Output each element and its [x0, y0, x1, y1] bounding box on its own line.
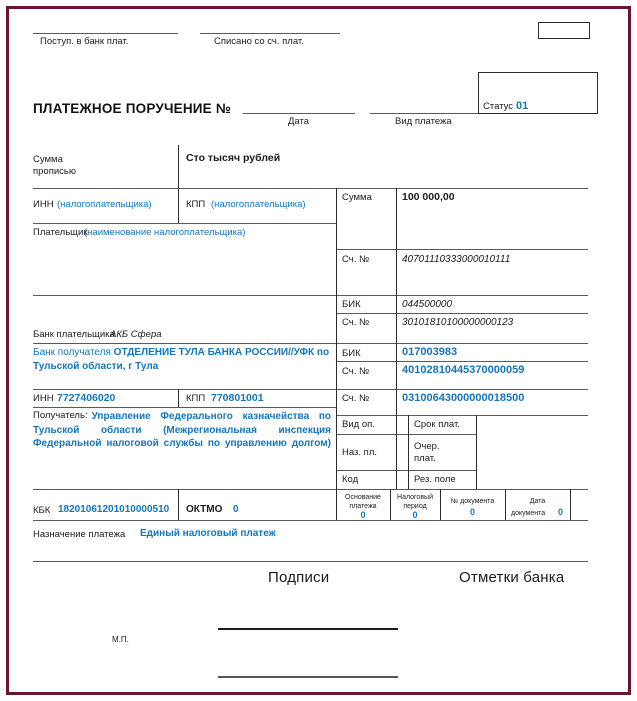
payee-bank-bic-label-divider [396, 343, 397, 389]
payee-account-label: Сч. № [342, 393, 370, 404]
basis-label-line2: платежа [349, 503, 377, 510]
payer-account-label: Сч. № [342, 254, 370, 265]
right-column-divider-payee-acc [336, 389, 337, 415]
payment-purpose-label: Назначение платежа [33, 529, 126, 540]
doc-date-label-line2: документа [511, 510, 546, 517]
receipt-date-label: Поступ. в банк плат. [40, 36, 129, 47]
kbk-label: КБК [33, 505, 51, 516]
payer-name-rule [33, 295, 336, 296]
payee-inn-label: ИНН [33, 393, 54, 404]
payee-bank-bic-rule-mid [336, 361, 588, 362]
payer-bank-value[interactable]: АКБ Сфера [110, 329, 162, 340]
payee-kpp-label: КПП [186, 393, 206, 404]
stamp-label: М.П. [112, 635, 129, 644]
payee-bank-bic-value[interactable]: 017003983 [402, 346, 458, 358]
term-label: Срок плат. [414, 419, 460, 430]
doc-number-label: № документа [450, 498, 495, 505]
payer-name-label: Плательщик [33, 227, 88, 238]
payee-inn-rule [33, 407, 336, 408]
kbk-value[interactable]: 18201061201010000510 [58, 504, 170, 515]
payer-bank-bic-rule-mid [336, 313, 588, 314]
signature-line-2 [218, 676, 398, 678]
status-value: 01 [516, 100, 529, 112]
period-label-line1: Налоговый [397, 494, 433, 501]
payer-inn-kpp-divider [178, 188, 179, 223]
signatures-label: Подписи [268, 569, 330, 586]
amount-in-words-label-line2: прописью [33, 166, 76, 177]
op-left-divider [336, 415, 337, 489]
payer-bank-account-label: Сч. № [342, 317, 370, 328]
amount-words-rule [33, 188, 588, 189]
sum-label-divider [396, 188, 397, 249]
payment-purpose-value[interactable]: Единый налоговый платеж [140, 528, 276, 539]
order-label-line2: плат. [414, 453, 436, 464]
payer-inn-hint: (налогоплательщика) [57, 199, 152, 210]
bank-marks-label: Отметки банка [459, 569, 565, 586]
amount-words-divider [178, 145, 179, 188]
basis-value[interactable]: 0 [360, 510, 366, 520]
op-rule-3 [336, 489, 588, 490]
payer-inn-label: ИНН [33, 199, 54, 210]
payer-bank-bic-label: БИК [342, 299, 361, 310]
payment-kind-label: Вид платежа [395, 116, 452, 127]
right-column-divider-top [336, 188, 337, 249]
doc-date-label-line1: Дата [529, 498, 546, 505]
amount-in-words-value[interactable]: Сто тысяч рублей [186, 152, 281, 164]
payee-name-rule [33, 489, 336, 490]
payee-bank-bic-label: БИК [342, 348, 361, 359]
payee-bank-label: Банк получателя [33, 347, 111, 358]
payee-name-value: Управление Федерального казначейства по Тульской области (Межрегиональная инспекция Федеральной налоговой службы по управлению долгом) [33, 411, 331, 449]
payer-bank-bic-value[interactable]: 044500000 [402, 299, 453, 310]
right-column-divider-acc [336, 249, 337, 295]
payee-bank-block[interactable] [33, 346, 331, 374]
payee-name-label: Получатель: [33, 410, 88, 421]
payee-name-block[interactable] [33, 410, 331, 451]
kbk-oktmo-divider [178, 489, 179, 520]
code-label: Код [342, 474, 359, 485]
writeoff-date-rule [200, 33, 340, 34]
page-title: ПЛАТЕЖНОЕ ПОРУЧЕНИЕ № [33, 101, 232, 116]
right-column-divider-payee-bic [336, 343, 337, 389]
purpose-code-label: Наз. пл. [342, 447, 377, 458]
payer-bank-label: Банк плательщика [33, 329, 115, 340]
payee-bank-rule [33, 389, 588, 390]
payee-bank-account-label: Сч. № [342, 366, 370, 377]
right-column-divider-bic [336, 295, 337, 343]
oktmo-value[interactable]: 0 [233, 504, 239, 515]
payer-kpp-hint: (налогоплательщика) [211, 199, 306, 210]
payer-account-label-divider [396, 249, 397, 295]
doc-number-value[interactable]: 0 [469, 507, 475, 517]
op-rule-top [336, 415, 588, 416]
payer-account-value[interactable]: 40701110333000010111 [402, 254, 511, 265]
period-label-line2: период [403, 503, 427, 510]
status-label: Статус [483, 101, 514, 112]
term-value-divider [476, 415, 477, 489]
document-number-box[interactable] [538, 22, 590, 39]
payee-inn-kpp-divider [178, 389, 179, 407]
payer-bank-bic-rule-top [336, 295, 588, 296]
term-rule-1 [408, 434, 476, 435]
payer-bank-account-value[interactable]: 30101810100000000123 [402, 317, 514, 328]
order-label-line1: Очер. [414, 441, 440, 452]
sum-value[interactable]: 100 000,00 [402, 191, 455, 203]
term-label-divider [408, 415, 409, 489]
date-label: Дата [288, 116, 310, 127]
payer-name-hint: (наименование налогоплательщика) [84, 227, 246, 238]
payer-inn-rule [33, 223, 336, 224]
reserve-label: Рез. поле [414, 474, 456, 485]
payee-bank-value: ОТДЕЛЕНИЕ ТУЛА БАНКА РОССИИ//УФК по Тульской области, г Тула [33, 347, 330, 372]
payee-kpp-value[interactable]: 770801001 [211, 392, 264, 404]
sum-label: Сумма [342, 192, 372, 203]
oktmo-label: ОКТМО [186, 504, 223, 515]
payer-kpp-label: КПП [186, 199, 206, 210]
payee-account-value[interactable]: 03100643000000018500 [402, 392, 525, 404]
doc-date-value[interactable]: 0 [558, 507, 564, 517]
tax-cell-divider-4 [570, 489, 571, 520]
payer-bank-bic-label-divider [396, 295, 397, 343]
payee-bank-account-value[interactable]: 40102810445370000059 [402, 364, 525, 376]
payee-inn-value[interactable]: 7727406020 [57, 392, 116, 404]
writeoff-date-label: Списано со сч. плат. [214, 36, 304, 47]
period-value[interactable]: 0 [412, 510, 418, 520]
payer-bank-rule [33, 343, 588, 344]
receipt-date-rule [33, 33, 178, 34]
payment-kind-rule [370, 113, 482, 114]
term-rule-2 [408, 470, 476, 471]
payment-purpose-rule [33, 561, 588, 562]
tax-details-rule-bottom [33, 520, 588, 521]
signature-line-1 [218, 628, 398, 630]
op-label-divider [396, 415, 397, 489]
payee-account-label-divider [396, 389, 397, 415]
basis-label-line1: Основание [345, 494, 381, 501]
op-kind-label: Вид оп. [342, 419, 375, 430]
payer-account-rule-top [336, 249, 588, 250]
amount-in-words-label-line1: Сумма [33, 154, 63, 165]
date-field-rule [243, 113, 355, 114]
